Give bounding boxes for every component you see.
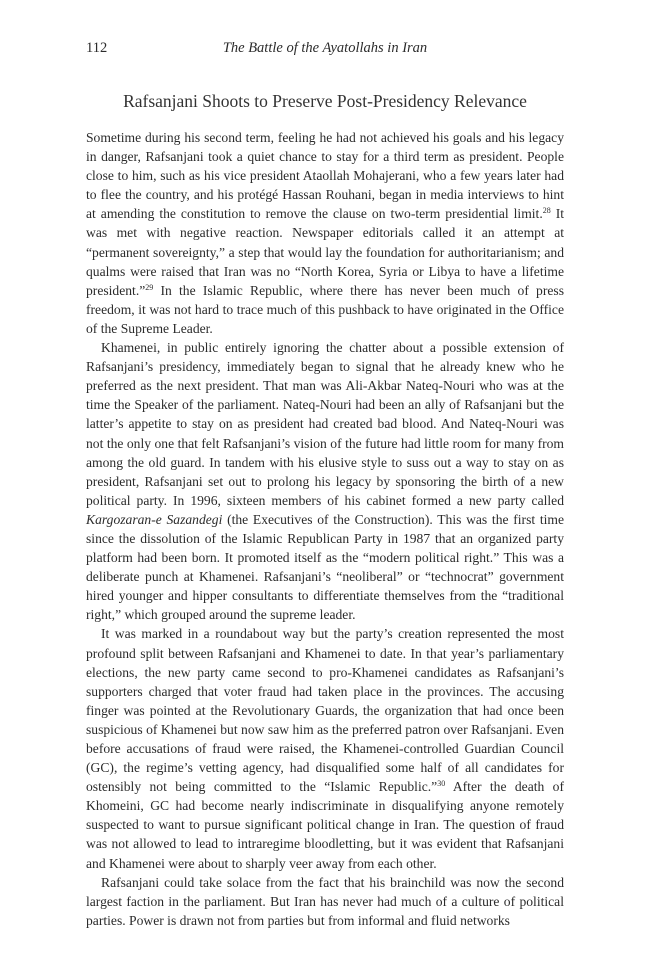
paragraph-text: Khamenei, in public entirely ignoring the chatter about a possible extension of Rafsanjani’s presidency, immediately began to signal that he already knew who he preferred as the next president. That man was Ali-Akbar Nateq-Nouri who was at the time the Speaker of the parliament. Nateq-Nouri had been an ally of Rafsanjani but the latter’s appetite to stay on as president had created bad blood. And Nateq-Nouri was not the only one that felt Rafsanjani’s vision of the future had little room for many from among the old guard. In tandem with his elusive style to suss out a way to stay on as president, Rafsanjani set out to prolong his legacy by sponsoring the birth of a new political party. In 1996, sixteen members of his cabinet formed a new party called bbox=[86, 340, 564, 508]
book-title: The Battle of the Ayatollahs in Iran bbox=[222, 40, 428, 56]
paragraph-text: It was marked in a roundabout way but the party’s creation represented the most profound split between Rafsanjani and Khamenei to date. In that year’s parliamentary elections, the new party came second to pro-Khamenei candidates as Rafsanjani’s supporters charged that voter fraud had taken place in the provinces. The accusing finger was pointed at the Revolutionary Guards, the organization that had once been suspicious of Khamenei but now saw him as the preferred patron over Rafsanjani. Even before accusations of fraud were raised, the Khamenei-controlled Guardian Council (GC), the regime’s vetting agency, had disqualified some half of all candidates for ostensibly not being committed to the “Islamic Republic.” bbox=[86, 626, 564, 795]
paragraph-text: It was met with negative reaction. Newspaper editorials called it an attempt at “permanent sovereignty,” a step that would lay the foundation for authoritarianism; and qualms were raised that Iran was no “North Korea, Syria or Libya to have a lifetime president.” bbox=[86, 206, 565, 298]
paragraph-4 bbox=[86, 873, 564, 930]
section-heading: Rafsanjani Shoots to Preserve Post-Presidency Relevance bbox=[123, 91, 527, 111]
footnote-marker: 30 bbox=[437, 779, 446, 789]
paragraph-2 bbox=[86, 338, 564, 624]
italic-party-name: Kargozaran-e Sazandegi bbox=[86, 511, 223, 527]
paragraph-text: Rafsanjani could take solace from the fact that his brainchild was now the second largest faction in the parliament. But Iran has never had much of a culture of political parties. Power is drawn not from parties but from informal and fluid networks bbox=[86, 874, 564, 928]
paragraph-text: Sometime during his second term, feeling he had not achieved his goals and his legacy in danger, Rafsanjani took a quiet chance to stay for a third term as president. People close to him, such as his vice president Ataollah Mohajerani, who a few years later had to flee the country, and his protégé Hassan Rouhani, began in media interviews to hint at amending the constitution to remove the clause on two-term presidential limit. bbox=[86, 130, 564, 222]
paragraph-text: After the death of Khomeini, GC had become nearly indiscriminate in disqualifying anyone remotely suspected to want to pursue significant political change in Iran. The question of fraud was not allowed to lead to intraregime bloodletting, but it was evident that Rafsanjani and Khamenei were about to sharply veer away from each other. bbox=[86, 779, 564, 871]
footnote-marker: 29 bbox=[145, 282, 154, 292]
paragraph-3 bbox=[86, 624, 564, 872]
footnote-marker: 28 bbox=[542, 206, 551, 216]
paragraph-text: (the Executives of the Construction). This was the first time since the dissolution of the Islamic Republican Party in 1987 that an organized party platform had been born. It promoted itself as the “modern political right.” This was a deliberate punch at Khamenei. Rafsanjani’s “neoliberal” or “technocrat” government hired younger and hipper consultants to differentiate themselves from the “traditional right,” which grouped around the supreme leader. bbox=[86, 511, 565, 623]
running-head bbox=[86, 40, 564, 60]
body-text bbox=[86, 128, 564, 930]
paragraph-text: In the Islamic Republic, where there has never been much of press freedom, it was not hard to trace much of this pushback to have originated in the Office of the Supreme Leader. bbox=[86, 282, 564, 336]
page-number: 112 bbox=[86, 40, 108, 56]
paragraph-1 bbox=[86, 128, 564, 338]
